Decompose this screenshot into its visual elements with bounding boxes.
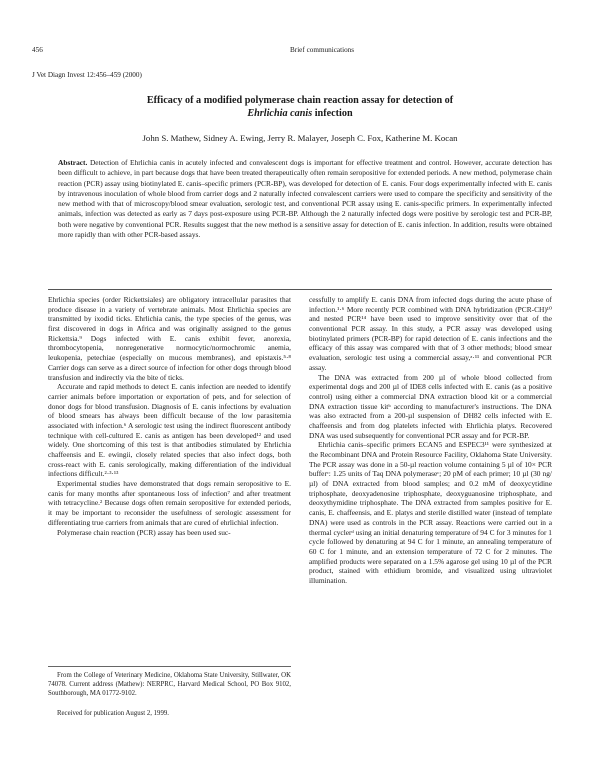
footnote-text: From the College of Veterinary Medicine, Oklahoma State University, Stillwater, OK 74078. Current address (Mathew): NERPRC, Harvard Medical School, PO Box 9102, Southborough, MA 01772-9102. xyxy=(48,672,291,698)
title-tail: infection xyxy=(312,107,353,119)
paragraph: Ehrlichia canis–specific primers ECAN5 and ESPEC3¹¹ were synthesized at the Recombinant DNA and Protein Resource Facility, Oklahoma State University. The PCR assay was done in a 50-µl reaction volume containing 5 µl of 10× PCR bufferᶜ: 1.25 units of Taq DNA polymeraseᶜ; 20 pM of each primer; 10 µl (30 ng/µl) of DNA extracted from blood samples; and 0.2 mM of deoxycytidine triphosphate, deoxyadenosine triphosphate, deoxyguanosine triphosphate, and deoxythymidine triphosphate. The DNA extracted from samples positive for E. canis, E. chaffeensis, and E. platys and sterile distilled water (instead of template DNA) were used as controls in the PCR assay. Reactions were carried out in a thermal cyclerᵈ using an initial denaturing temperature of 94 C for 3 minutes for 1 cycle followed by denaturing at 94 C for 1 minute, an annealing temperature of 60 C for 1 minute, and an extension temperature of 72 C for 2 minutes. The amplified products were separated on a 1.5% agarose gel using 10 µl of the PCR product, stained with ethidium bromide, and visualized using ultraviolet illumination. xyxy=(309,440,552,585)
paragraph: Ehrlichia species (order Rickettsiales) are obligatory intracellular parasites that produce disease in a variety of vertebrate animals. Most Ehrlichia species are transmitted by ixodid ticks. Ehrlichia canis, the type species of the genus, was first discovered in dogs in Africa and was originally assigned to the genus Rickettsia.⁹ Dogs infected with E. canis exhibit fever, anorexia, thrombocytopenia, nonregenerative normocytic/normochromic anemia, leukopenia, petechiae (especially on mucous membranes), and epistaxis.⁵·⁸ Carrier dogs can serve as a direct source of infection for other dogs through blood transfusion and indirectly via the bite of ticks. xyxy=(48,295,291,382)
footnote-divider xyxy=(48,666,291,667)
abstract-text: Detection of Ehrlichia canis in acutely infected and convalescent dogs is important for effective treatment and control. However, accurate detection has been difficult to achieve, in part because dogs that have been treated therapeutically often remain seropositive for extended periods. A new method, polymerase chain reaction (PCR) assay using biotinylated E. canis–specific primers (PCR-BP), was developed for detection of E. canis. Four dogs experimentally infected with E. canis by intravenous inoculation of whole blood from carrier dogs and 2 naturally infected convalescent carriers were used to compare the specificity and sensitivity of the new method with that of microscopy/blood smear evaluation, serologic test, and conventional PCR assay using E. canis-specific primers. In experimentally infected animals, infection was detected as early as 7 days post-exposure using PCR-BP. Although the 2 naturally infected dogs were positive by serologic test and PCR-BP, both were negative by conventional PCR. Results suggest that the new method is a sensitive assay for detection of E. canis infection. In addition, results were obtained more rapidly than with other PCR-based assays. xyxy=(58,158,552,240)
paragraph: Accurate and rapid methods to detect E. canis infection are needed to identify carrier animals before importation or exportation of pets, and for selection of donor dogs for blood transfusion. Diagnosis of E. canis infections by evaluation of blood smears has always been difficult because of the low parasitemia associated with infection.⁶ A serologic test using the indirect fluorescent antibody technique with cell-cultured E. canis as antigen has been developed¹² and used widely. One shortcoming of this test is that antibodies stimulated by Ehrlichia chaffeensis and E. ewingii, closely related species that also infect dogs, both cross-react with E. canis serologically, making differentiation of the individual infections difficult.²·³·¹³ xyxy=(48,382,291,479)
paragraph: Polymerase chain reaction (PCR) assay has been used suc- xyxy=(57,527,231,537)
journal-citation: J Vet Diagn Invest 12:456–459 (2000) xyxy=(32,71,142,79)
abstract xyxy=(58,158,552,240)
affiliation-footnote xyxy=(48,671,291,699)
paragraph: The DNA was extracted from 200 µl of whole blood collected from experimental dogs and 200 µl of IDE8 cells infected with E. canis (as a positive control) using either a commercial DNA extraction blood kit or a commercial DNA extraction tissue kitᵇ according to manufacturer's instructions. The DNA was also extracted from a 200-µl suspension of DH82 cells infected with E. chaffeensis and from dog platelets infected with Ehrlichia platys. Recovered DNA was used subsequently for conventional PCR assay and for PCR-BP. xyxy=(309,372,552,440)
abstract-divider xyxy=(48,289,552,290)
received-date: Received for publication August 2, 1999. xyxy=(57,710,169,717)
page-number: 456 xyxy=(32,46,43,54)
body-column-right xyxy=(309,295,552,586)
paragraph: Experimental studies have demonstrated that dogs remain seropositive to E. canis for many months after spontaneous loss of infection⁷ and after treatment with tetracycline.² Because dogs often remain seropositive for extended periods, it may be important to reconsider the usefulness of serologic assessment for differentiating true carriers from animals that are cured of ehrlichial infection. xyxy=(48,479,291,527)
body-column-left xyxy=(48,295,291,537)
paragraph: cessfully to amplify E. canis DNA from infected dogs during the acute phase of infection.¹·⁶ More recently PCR combined with DNA hybridization (PCR-CH)¹⁰ and nested PCR¹⁴ have been used to improve sensitivity over that of the conventional PCR assay. In this study, a PCR assay was developed using biotinylated primers (PCR-BP) for rapid detection of E. canis infections and the efficacy of this assay was compared with that of 3 other methods; blood smear evaluation, serologic test using a commercial assay,ᵃ·¹¹ and conventional PCR assay. xyxy=(309,295,552,372)
title-line-2 xyxy=(40,108,560,121)
section-title: Brief communications xyxy=(290,46,355,54)
title-line-1: Efficacy of a modified polymerase chain reaction assay for detection of xyxy=(146,95,454,106)
title-species: Ehrlichia canis xyxy=(247,107,313,119)
article-title xyxy=(40,95,560,120)
abstract-label: Abstract. xyxy=(58,158,88,167)
author-list: John S. Mathew, Sidney A. Ewing, Jerry R. Malayer, Joseph C. Fox, Katherine M. Kocan xyxy=(142,133,458,143)
